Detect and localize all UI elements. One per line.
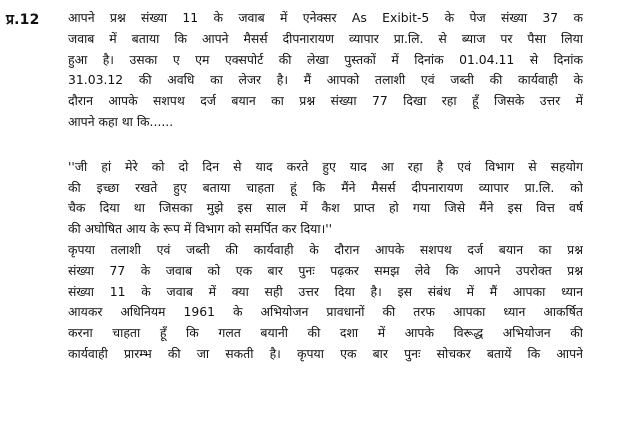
paragraph-spacer xyxy=(68,133,583,157)
text-line: कृपया तलाशी एवं जब्ती की कार्यवाही के दौरान आपके सशपथ दर्ज बयान का प्रश्न xyxy=(68,241,583,257)
text-line: दौरान आपके सशपथ दर्ज बयान का प्रश्न संख्या 77 दिखा रहा हूँ जिसके उत्तर में xyxy=(68,93,583,109)
text-line: संख्या 11 के जवाब में क्या सही उत्तर दिया है। इस संबंध में मैं आपका ध्यान xyxy=(68,283,583,299)
text-line: आपने कहा था कि...... xyxy=(68,113,174,129)
text-line: करना चाहता हूँ कि गलत बयानी की दशा में आपके विरूद्ध अभियोजन की xyxy=(68,325,583,341)
text-line: 31.03.12 की अवधि का लेजर है। मैं आपको तलाशी एवं जब्ती की कार्यवाही के xyxy=(68,72,583,88)
text-line: की इच्छा रखते हुए बताया चाहता हूं कि मैंने मैसर्स दीपनारायण व्यापार प्रा.लि. को xyxy=(68,179,583,195)
paragraph-question-context xyxy=(68,8,583,133)
text-line: कार्यवाही प्रारम्भ की जा सकती है। कृपया एक बार पुनः सोचकर बतायें कि आपने xyxy=(68,345,583,361)
paragraph-request xyxy=(68,240,583,365)
paragraph-quoted-statement xyxy=(68,157,583,240)
text-line: हुआ है। उसका ए एम एक्सपोर्ट की लेखा पुस्तकों में दिनांक 01.04.11 से दिनांक xyxy=(68,51,583,67)
text-line: आयकर अधिनियम 1961 के अभियोजन प्रावधानों की तरफ आपका ध्यान आकर्षित xyxy=(68,304,583,320)
question-number: प्र.12 xyxy=(6,12,40,28)
text-line: ''जी हां मेरे को दो दिन से याद करते हुए याद आ रहा है एवं विभाग से सहयोग xyxy=(68,158,583,174)
text-line: आपने प्रश्न संख्या 11 के जवाब में एनेक्सर As Exibit-5 के पेज संख्या 37 क xyxy=(68,10,583,25)
text-line: जवाब में बताया कि आपने मैसर्स दीपनारायण व्यापार प्रा.लि. से ब्याज पर पैसा लिया xyxy=(68,30,583,46)
text-line: चैक दिया था जिसका मुझे इस साल में कैश प्राप्त हो गया जिसे मैंने इस वित्त वर्ष xyxy=(68,200,583,216)
text-line: की अघोषित आय के रूप में विभाग को समर्पित कर दिया।'' xyxy=(68,221,333,237)
text-line: संख्या 77 के जवाब को एक बार पुनः पढ़कर समझ लेवे कि आपने उपरोक्त प्रश्न xyxy=(68,262,583,278)
question-text xyxy=(68,8,583,365)
